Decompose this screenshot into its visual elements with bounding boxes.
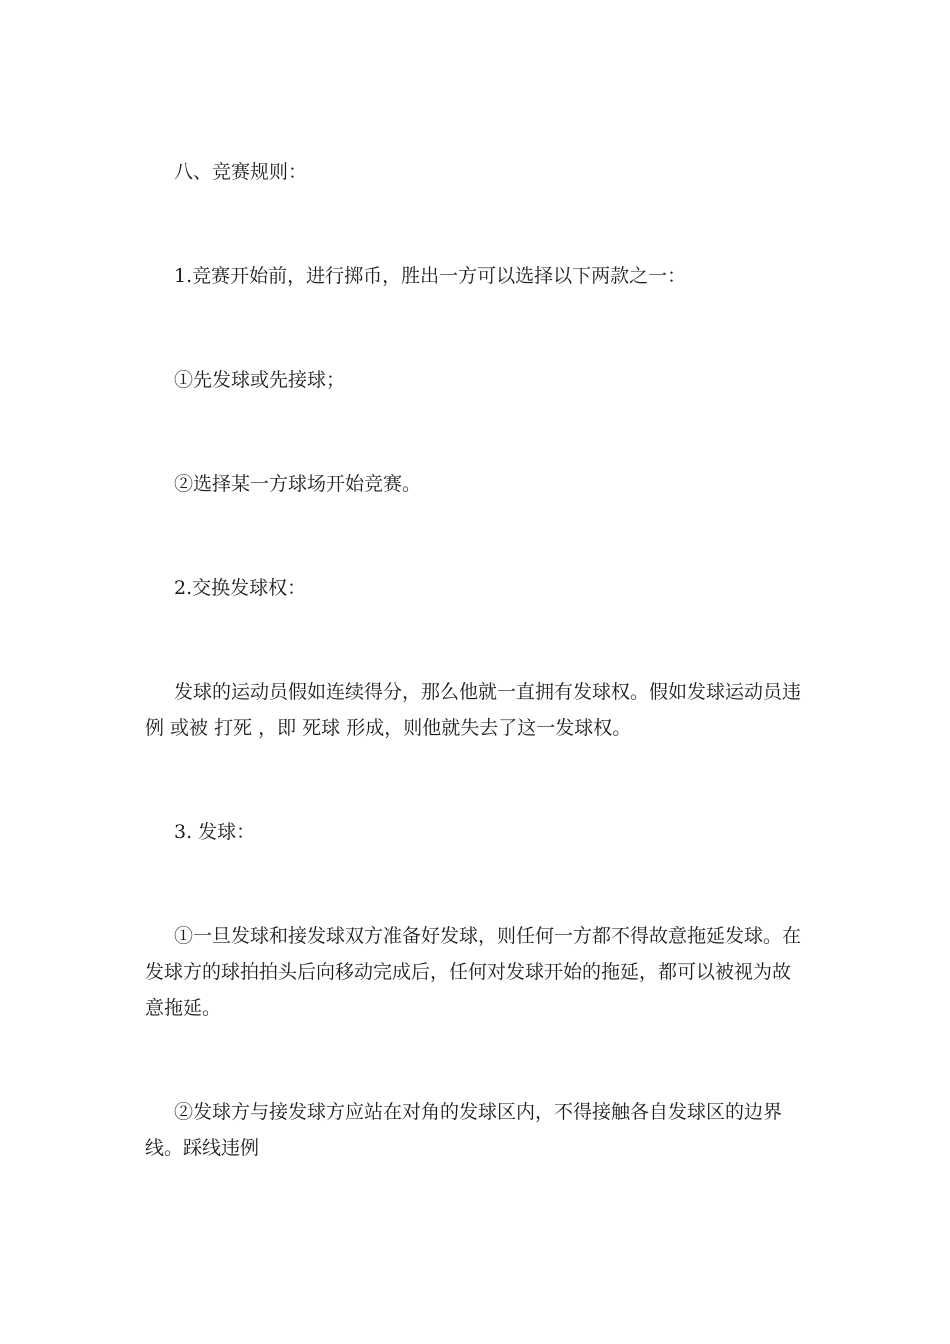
section-heading: 八、竞赛规则： <box>174 161 308 183</box>
rule-2-heading: 2.交换发球权： <box>174 577 307 599</box>
rule-3-item-2: ②发球方与接发球方应站在对角的发球区内，不得接触各自发球区的边界线。踩线违例 <box>145 1101 783 1159</box>
rule-1-option-1: ①先发球或先接球； <box>174 369 346 391</box>
rule-2-text: 发球的运动员假如连续得分，那么他就一直拥有发球权。假如发球运动员违例 或被 打死 ，即 死球 形成，则他就失去了这一发球权。 <box>145 681 802 739</box>
rule-3-item-1: ①一旦发球和接发球双方准备好发球，则任何一方都不得故意拖延发球。在发球方的球拍拍头后向移动完成后，任何对发球开始的拖延，都可以被视为故意拖延。 <box>145 925 802 1019</box>
rule-3-heading: 3. 发球： <box>174 821 256 843</box>
rule-1-option-2: ②选择某一方球场开始竞赛。 <box>174 473 422 495</box>
rule-1-heading: 1.竞赛开始前，进行掷币，胜出一方可以选择以下两款之一： <box>174 265 687 287</box>
